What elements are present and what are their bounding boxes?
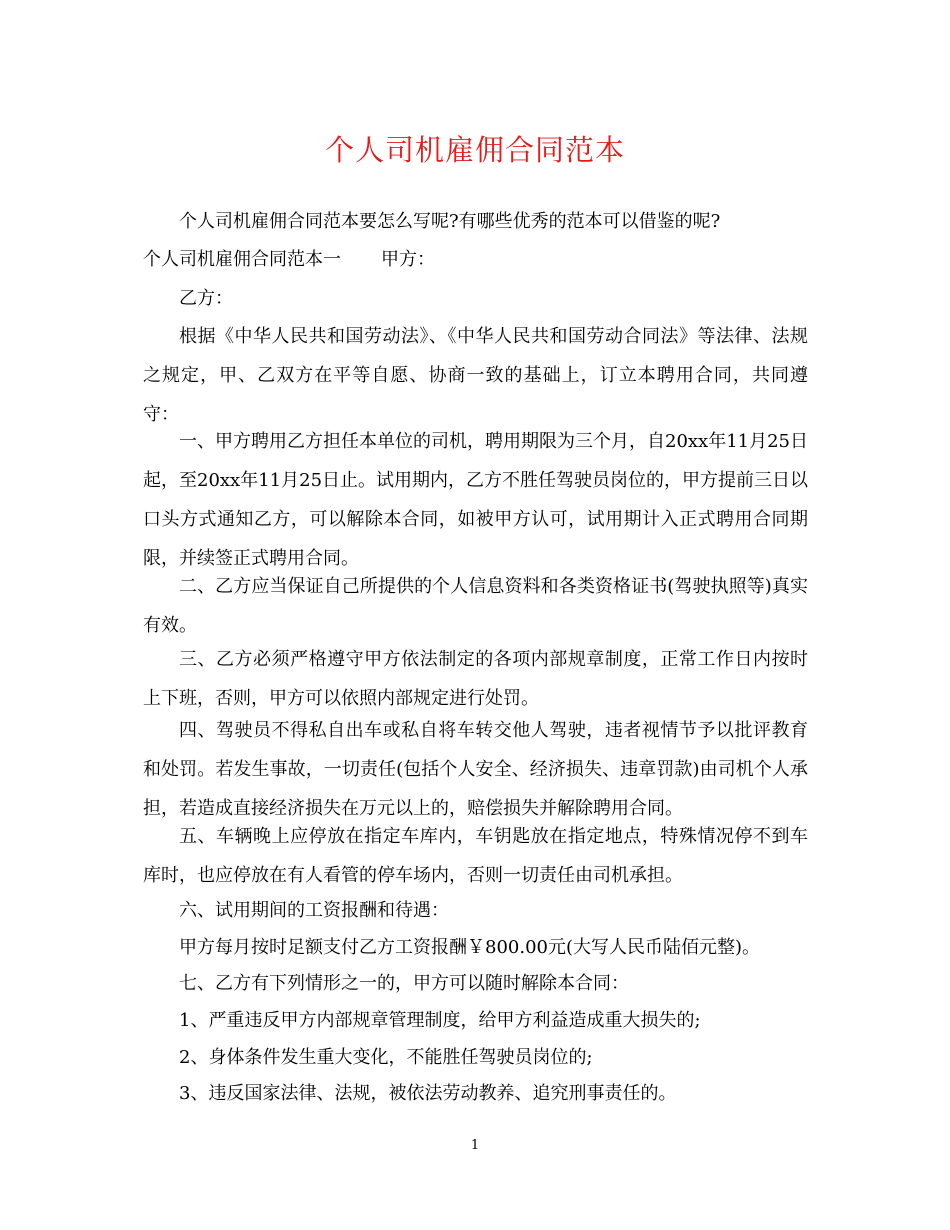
paragraph-clause-6: 六、试用期间的工资报酬和待遇： [179, 900, 449, 921]
party-a-label: 甲方： [381, 249, 435, 270]
list-item-3: 3、违反国家法律、法规，被依法劳动教养、追究刑事责任的。 [179, 1083, 677, 1104]
paragraph-clause-2: 二、乙方应当保证自己所提供的个人信息资料和各类资格证书(驾驶执照等)真实有效。 [143, 576, 808, 636]
party-b-label: 乙方： [179, 288, 233, 309]
paragraph-clause-4: 四、驾驶员不得私自出车或私自将车转交他人驾驶，违者视情节予以批评教育和处罚。若发生事故，一切责任(包括个人安全、经济损失、违章罚款)由司机个人承担，若造成直接经济损失在万元以上的，赔偿损失并解除聘用合同。 [143, 720, 808, 819]
paragraph-preamble: 根据《中华人民共和国劳动法》、《中华人民共和国劳动合同法》等法律、法规之规定，甲、乙双方在平等自愿、协商一致的基础上，订立本聘用合同，共同遵守： [143, 326, 808, 425]
contract-heading-line [143, 240, 435, 279]
contract-heading: 个人司机雇佣合同范本一 [143, 249, 341, 270]
page-number: 1 [470, 1138, 480, 1153]
paragraph-clause-3: 三、乙方必须严格遵守甲方依法制定的各项内部规章制度，正常工作日内按时上下班，否则，甲方可以依照内部规定进行处罚。 [143, 649, 808, 709]
paragraph-clause-1: 一、甲方聘用乙方担任本单位的司机，聘用期限为三个月，自20xx年11月25日起，至20xx年11月25日止。试用期内，乙方不胜任驾驶员岗位的，甲方提前三日以口头方式通知乙方，可以解除本合同，如被甲方认可，试用期计入正式聘用合同期限，并续签正式聘用合同。 [143, 431, 809, 569]
paragraph-salary: 甲方每月按时足额支付乙方工资报酬￥800.00元(大写人民币陆佰元整)。 [179, 937, 761, 958]
list-item-1: 1、严重违反甲方内部规章管理制度，给甲方利益造成重大损失的; [179, 1010, 701, 1031]
paragraph-clause-5: 五、车辆晚上应停放在指定车库内，车钥匙放在指定地点，特殊情况停不到车库时，也应停放在有人看管的停车场内，否则一切责任由司机承担。 [143, 826, 808, 886]
list-item-2: 2、身体条件发生重大变化，不能胜任驾驶员岗位的; [179, 1047, 593, 1068]
page-title: 个人司机雇佣合同范本 [324, 133, 625, 167]
paragraph-clause-7: 七、乙方有下列情形之一的，甲方可以随时解除本合同： [179, 973, 629, 994]
intro-paragraph: 个人司机雇佣合同范本要怎么写呢?有哪些优秀的范本可以借鉴的呢? [179, 211, 721, 232]
